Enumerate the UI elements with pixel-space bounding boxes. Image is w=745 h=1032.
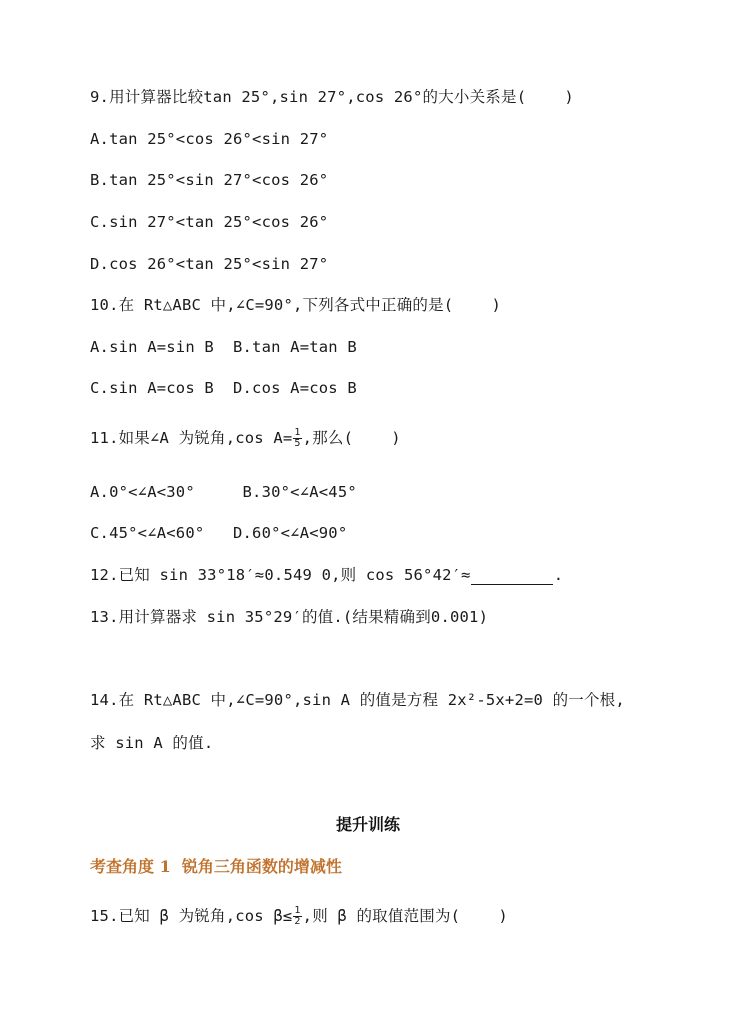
q10-stem: 10.在 Rt△ABC 中,∠C=90°,下列各式中正确的是( ) — [90, 296, 501, 314]
q12-stem-text: 12.已知 sin 33°18′≈0.549 0,则 cos 56°42′≈ — [90, 566, 471, 584]
q10-options-ab: A.sin A=sin B B.tan A=tan B — [90, 338, 357, 356]
section-subtitle: 考查角度 1 锐角三角函数的增减性 — [90, 857, 342, 876]
q11-stem-before: 11.如果∠A 为锐角,cos A= — [90, 429, 293, 447]
q9-option-b: B.tan 25°<sin 27°<cos 26° — [90, 171, 329, 189]
q11-fraction-denominator: 5 — [294, 438, 301, 449]
q9-option-c: C.sin 27°<tan 25°<cos 26° — [90, 213, 329, 231]
section-title: 提升训练 — [336, 815, 401, 834]
q15-fraction-denominator: 2 — [294, 916, 301, 927]
q11-fraction — [293, 428, 301, 449]
q10-options-cd: C.sin A=cos B D.cos A=cos B — [90, 379, 357, 397]
q11-stem-after: ,那么( ) — [302, 429, 401, 447]
q11-stem — [90, 428, 401, 449]
q11-options-cd: C.45°<∠A<60° D.60°<∠A<90° — [90, 524, 348, 542]
q12-stem-end: . — [553, 566, 564, 584]
q11-options-ab: A.0°<∠A<30° B.30°<∠A<45° — [90, 483, 357, 501]
q15-fraction-numerator: 1 — [294, 905, 301, 916]
q14-line-2: 求 sin A 的值. — [90, 734, 214, 752]
q14-line-1: 14.在 Rt△ABC 中,∠C=90°,sin A 的值是方程 2x²-5x+2=0 的一个根, — [90, 691, 625, 709]
q15-fraction — [293, 906, 301, 927]
q12-stem — [90, 565, 563, 585]
q15-stem-before: 15.已知 β 为锐角,cos β≤ — [90, 907, 293, 925]
q9-stem: 9.用计算器比较tan 25°,sin 27°,cos 26°的大小关系是( ) — [90, 88, 574, 106]
q12-answer-blank — [471, 568, 553, 585]
q9-option-d: D.cos 26°<tan 25°<sin 27° — [90, 255, 329, 273]
q15-stem-after: ,则 β 的取值范围为( ) — [302, 907, 508, 925]
q9-option-a: A.tan 25°<cos 26°<sin 27° — [90, 130, 329, 148]
q15-stem — [90, 906, 508, 927]
q13-stem: 13.用计算器求 sin 35°29′的值.(结果精确到0.001) — [90, 608, 489, 626]
q11-fraction-numerator: 1 — [294, 427, 301, 438]
